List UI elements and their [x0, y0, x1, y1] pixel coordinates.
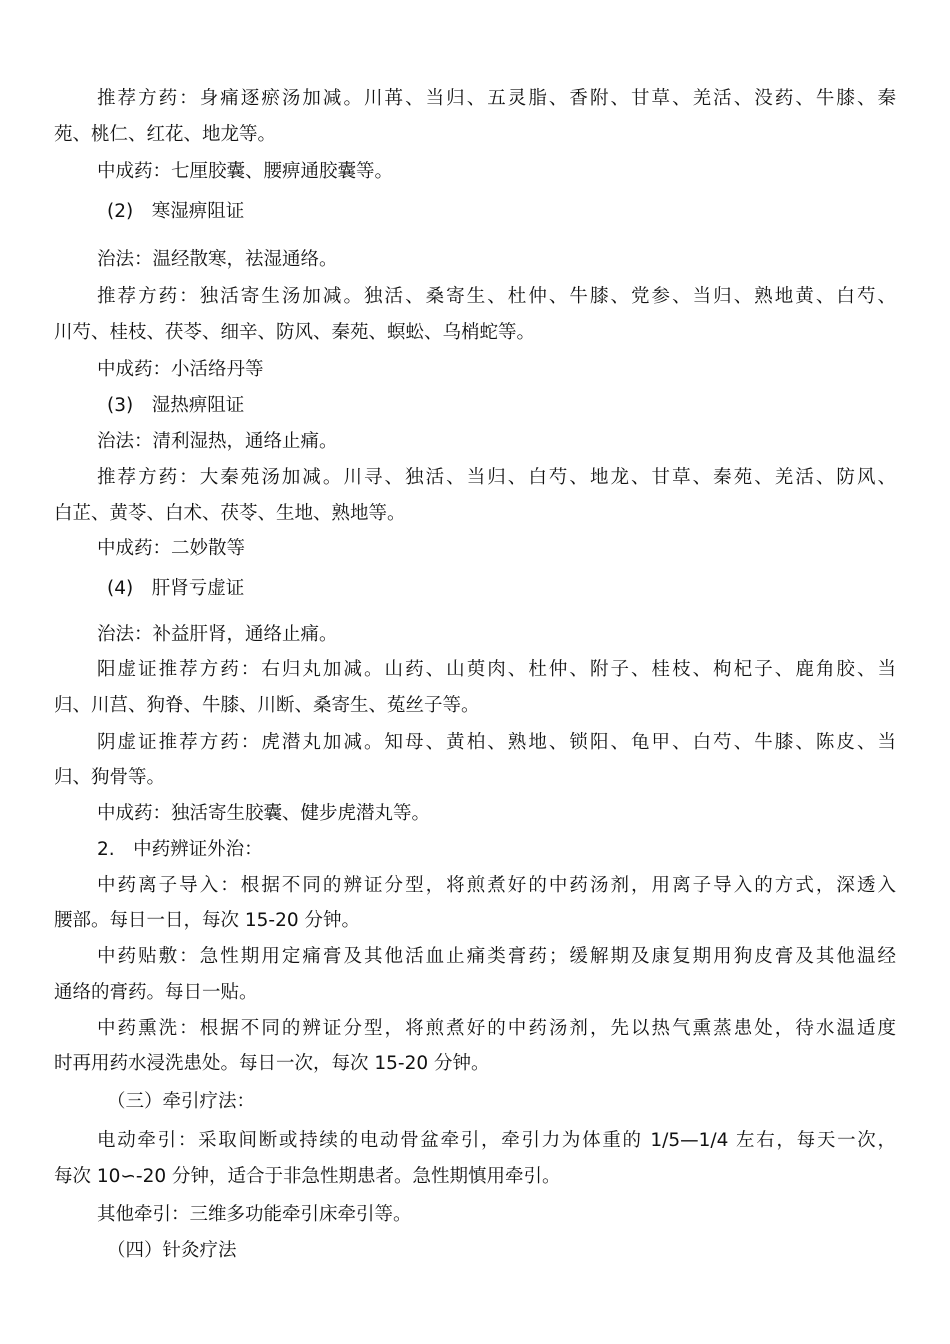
paragraph-line: 每次 10∽-20 分钟，适合于非急性期患者。急性期慎用牵引。 [54, 1166, 561, 1187]
section-heading: （四）针灸疗法 [107, 1240, 237, 1261]
section-heading: (3) 湿热痹阻证 [107, 395, 245, 416]
paragraph-line: 归、狗骨等。 [54, 767, 166, 788]
section-heading: (2) 寒湿痹阻证 [107, 201, 245, 222]
paragraph-line: 其他牵引：三维多功能牵引床牵引等。 [97, 1204, 412, 1225]
paragraph-line: 时再用药水浸洗患处。每日一次，每次 15-20 分钟。 [54, 1053, 490, 1074]
paragraph-line: 中成药：七厘胶囊、腰痹通胶囊等。 [97, 161, 394, 182]
paragraph-line: 治法：温经散寒，祛湿通络。 [97, 249, 338, 270]
paragraph-line: 中成药：小活络丹等 [97, 359, 264, 380]
paragraph-line: 推荐方药：大秦苑汤加减。川寻、独活、当归、白芍、地龙、甘草、秦苑、羌活、防风、 [97, 467, 896, 488]
paragraph-line: 阴虚证推荐方药：虎潜丸加减。知母、黄柏、熟地、锁阳、龟甲、白芍、牛膝、陈皮、当 [97, 732, 896, 753]
paragraph-line: 治法：清利湿热，通络止痛。 [97, 431, 338, 452]
section-heading: (4) 肝肾亏虚证 [107, 578, 245, 599]
paragraph-line: 归、川莒、狗脊、牛膝、川断、桑寄生、菟丝子等。 [54, 695, 480, 716]
paragraph-line: 苑、桃仁、红花、地龙等。 [54, 124, 277, 145]
paragraph-line: 腰部。每日一日，每次 15-20 分钟。 [54, 910, 361, 931]
paragraph-line: 通络的膏药。每日一贴。 [54, 982, 258, 1003]
paragraph-line: 中成药：独活寄生胶囊、健步虎潜丸等。 [97, 803, 431, 824]
section-heading: （三）牵引疗法： [107, 1091, 256, 1112]
paragraph-line: 推荐方药：身痛逐瘀汤加减。川苒、当归、五灵脂、香附、甘草、羌活、没药、牛膝、秦 [97, 88, 896, 109]
paragraph-line: 电动牵引：采取间断或持续的电动骨盆牵引，牵引力为体重的 1/5—1/4 左右，每天一次， [97, 1130, 896, 1151]
paragraph-line: 中药贴敷：急性期用定痛膏及其他活血止痛类膏药；缓解期及康复期用狗皮膏及其他温经 [97, 946, 896, 967]
paragraph-line: 中药熏洗：根据不同的辨证分型，将煎煮好的中药汤剂，先以热气熏蒸患处，待水温适度 [97, 1018, 896, 1039]
paragraph-line: 治法：补益肝肾，通络止痛。 [97, 624, 338, 645]
paragraph-line: 川芍、桂枝、茯苓、细辛、防风、秦苑、螟蚣、乌梢蛇等。 [54, 322, 536, 343]
section-heading: 2. 中药辨证外治： [97, 839, 263, 860]
paragraph-line: 推荐方药：独活寄生汤加减。独活、桑寄生、杜仲、牛膝、党参、当归、熟地黄、白芍、 [97, 286, 896, 307]
paragraph-line: 白芷、黄苓、白术、茯苓、生地、熟地等。 [54, 503, 406, 524]
paragraph-line: 中成药：二妙散等 [97, 538, 246, 559]
paragraph-line: 中药离子导入：根据不同的辨证分型，将煎煮好的中药汤剂，用离子导入的方式，深透入 [97, 875, 896, 896]
paragraph-line: 阳虚证推荐方药：右归丸加减。山药、山萸肉、杜仲、附子、桂枝、枸杞子、鹿角胶、当 [97, 659, 896, 680]
